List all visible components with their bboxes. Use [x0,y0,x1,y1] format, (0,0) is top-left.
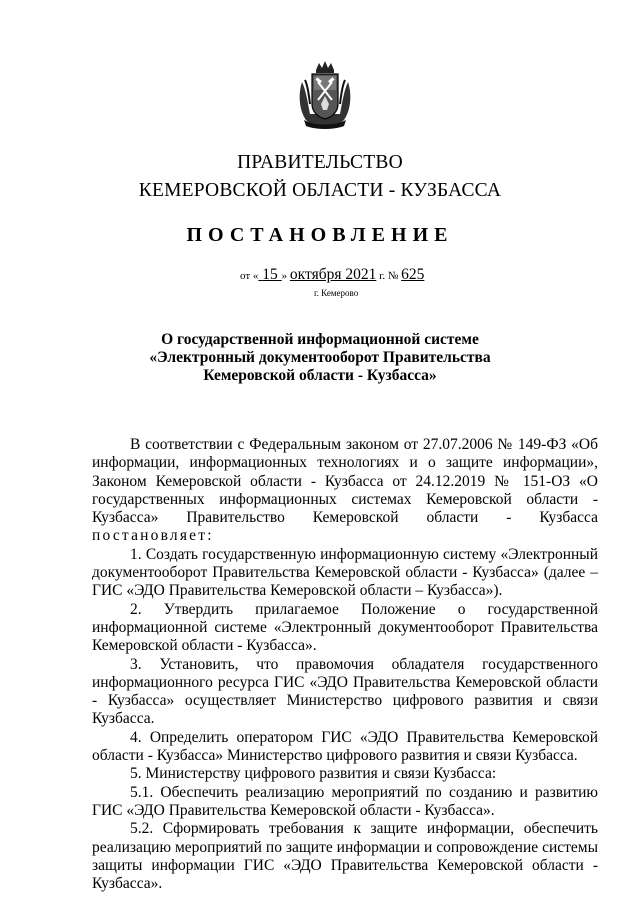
paragraph-3: 3. Установить, что правомочия обладателя государственного информационного ресурса ГИС «ЭДО Правительства Кемеровской области - Кузбасса» осуществляет Министерство цифрового развития и связи Кузбасса. [92,655,598,728]
document-type: ПОСТАНОВЛЕНИЕ [186,224,454,246]
number-sign: № [387,270,399,282]
date-line [240,266,424,284]
date-prefix: от « [240,270,259,282]
paragraph-5-2: 5.2. Сформировать требования к защите информации, обеспечить реализацию мероприятий по защите информации и сопровождение системы защиты информации ГИС «ЭДО Правительства Кемеровской области - Кузбасса». [92,820,598,893]
date-month-year: октября 2021 [289,266,377,283]
city: г. Кемерово [314,288,359,298]
date-day: 15 [262,266,278,283]
title-line: «Электронный документооборот Правительства [149,349,491,366]
document-title [0,331,640,385]
paragraph-1: 1. Создать государственную информационную систему «Электронный документооборот Правительства Кемеровской области - Кузбасса» (далее – ГИС «ЭДО Правительства Кемеровской области – Кузбасса»). [92,545,598,600]
paragraph-5: 5. Министерству цифрового развития и связи Кузбасса: [130,765,497,783]
date-year-suffix: г. [379,270,386,282]
paragraph-preamble: В соответствии с Федеральным законом от 27.07.2006 № 149-ФЗ «Об информации, информационных технологиях и о защите информации», Законом Кемеровской области - Кузбасса от 24.12.2019 № 151-ОЗ «О государственных информационных системах Кемеровской области - Кузбасса» Правительство Кемеровской области - Кузбасса постановляет: [92,436,598,545]
paragraph-4: 4. Определить оператором ГИС «ЭДО Правительства Кемеровской области - Кузбасса» Министерство цифрового развития и связи Кузбасса. [92,728,598,765]
date-mid: » [281,270,288,282]
document-body [92,436,598,893]
document-number: 625 [401,266,425,283]
resolves-word: постановляет: [92,527,214,545]
paragraph-5-1: 5.1. Обеспечить реализацию мероприятий по созданию и развитию ГИС «ЭДО Правительства Кемеровской области - Кузбасса». [92,783,598,819]
org-name-line2: КЕМЕРОВСКОЙ ОБЛАСТИ - КУЗБАССА [138,180,502,201]
coat-of-arms-kemerovo-icon [296,60,354,130]
title-line: О государственной информационной системе [161,331,479,348]
title-line: Кемеровской области - Кузбасса» [203,367,437,384]
paragraph-2: 2. Утвердить прилагаемое Положение о государственной информационной системе «Электронный документооборот Правительства Кемеровской области - Кузбасса». [92,600,598,655]
org-name-line1: ПРАВИТЕЛЬСТВО [237,152,403,173]
